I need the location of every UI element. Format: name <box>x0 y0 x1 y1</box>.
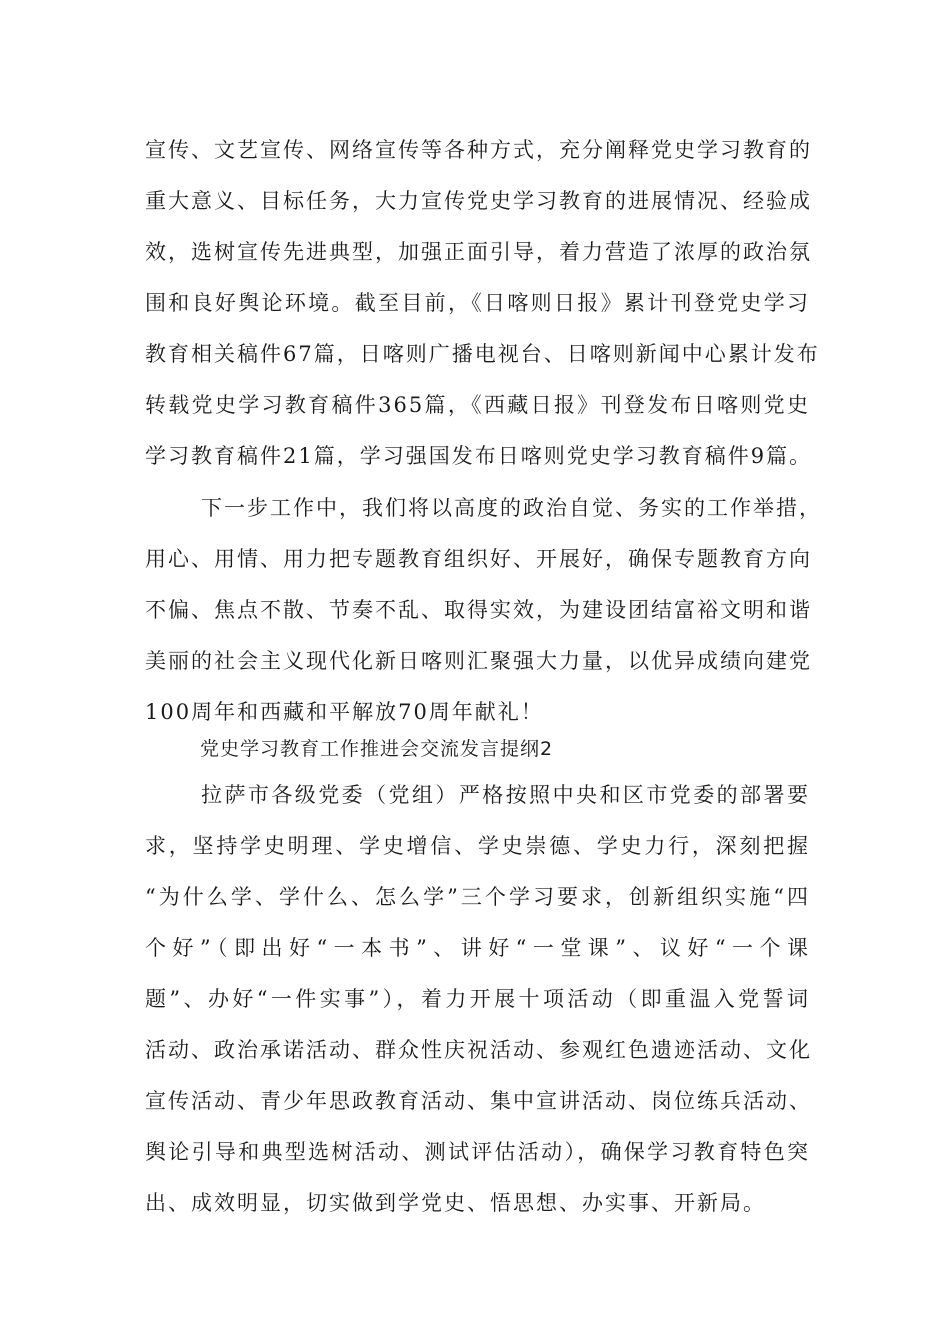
paragraph-line: 转载党史学习教育稿件365篇，《西藏日报》刊登发布日喀则党史 <box>145 393 810 417</box>
paragraph-line: 效，选树宣传先进典型，加强正面引导，着力营造了浓厚的政治氛 <box>145 240 812 264</box>
paragraph-line: 舆论引导和典型选树活动、测试评估活动），确保学习教育特色突 <box>145 1140 810 1164</box>
paragraph-line: 美丽的社会主义现代化新日喀则汇聚强大力量，以优异成绩向建党 <box>145 649 812 673</box>
paragraph-line: 重大意义、目标任务，大力宣传党史学习教育的进展情况、经验成 <box>145 189 812 213</box>
paragraph-line: 活动、政治承诺活动、群众性庆祝活动、参观红色遗迹活动、文化 <box>145 1038 812 1062</box>
paragraph-line: 围和良好舆论环境。截至目前，《日喀则日报》累计刊登党史学习 <box>145 291 810 315</box>
paragraph-line: 教育相关稿件67篇，日喀则广播电视台、日喀则新闻中心累计发布 <box>145 342 820 366</box>
paragraph-line: 求，坚持学史明理、学史增信、学史崇德、学史力行，深刻把握 <box>145 834 810 858</box>
paragraph-line: 100周年和西藏和平解放70周年献礼！ <box>145 700 544 724</box>
paragraph-line: 学习教育稿件21篇，学习强国发布日喀则党史学习教育稿件9篇。 <box>145 444 813 468</box>
paragraph-line: 下一步工作中，我们将以高度的政治自觉、务实的工作举措， <box>201 496 822 520</box>
paragraph-line: “为什么学、学什么、怎么学”三个学习要求，创新组织实施“四 <box>145 885 810 909</box>
section-heading: 党史学习教育工作推进会交流发言提纲2 <box>200 738 554 760</box>
paragraph-line: 拉萨市各级党委（党组）严格按照中央和区市党委的部署要 <box>201 783 810 807</box>
paragraph-line: 个好”（即出好“一本书”、讲好“一堂课”、议好“一个课 <box>145 936 810 960</box>
paragraph-line: 宣传、文艺宣传、网络宣传等各种方式，充分阐释党史学习教育的 <box>145 138 812 162</box>
paragraph-line: 题”、办好“一件实事”），着力开展十项活动（即重温入党誓词 <box>145 987 810 1011</box>
paragraph-line: 不偏、焦点不散、节奏不乱、取得实效，为建设团结富裕文明和谐 <box>145 598 812 622</box>
paragraph-line: 宣传活动、青少年思政教育活动、集中宣讲活动、岗位练兵活动、 <box>145 1089 812 1113</box>
paragraph-line: 用心、用情、用力把专题教育组织好、开展好，确保专题教育方向 <box>145 547 812 571</box>
paragraph-line: 出、成效明显，切实做到学党史、悟思想、办实事、开新局。 <box>145 1191 766 1215</box>
